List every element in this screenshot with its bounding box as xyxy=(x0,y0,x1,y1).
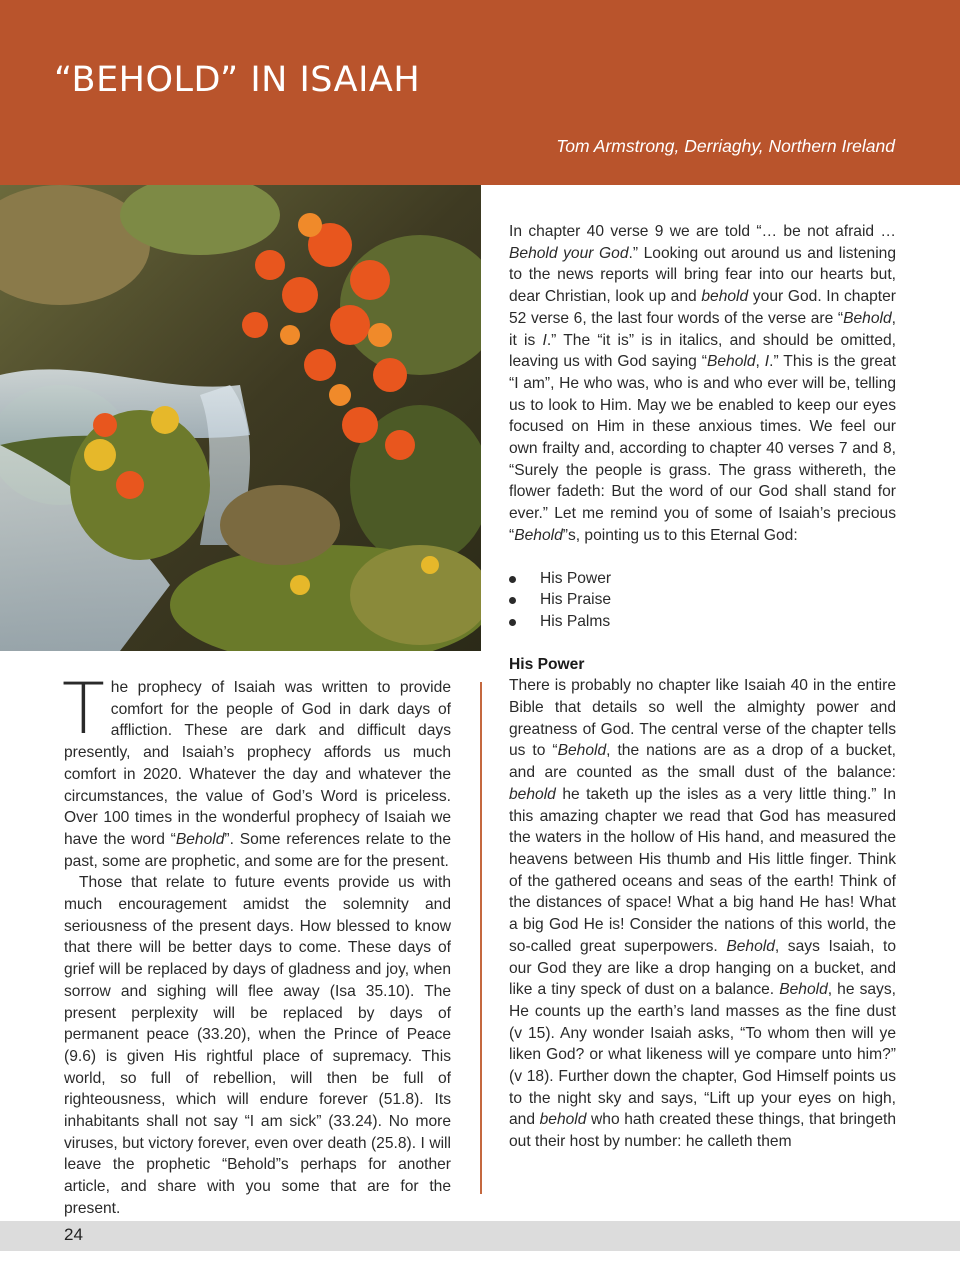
photo-illustration xyxy=(0,185,481,651)
author-byline: Tom Armstrong, Derriaghy, Northern Ireland xyxy=(556,136,895,156)
right-column xyxy=(509,221,896,1153)
topic-bullet-list xyxy=(509,568,896,633)
header-banner xyxy=(0,0,960,185)
bullet-item-power: His Power xyxy=(509,568,896,590)
waterfall-autumn-leaves-photo xyxy=(0,185,481,651)
left-column xyxy=(62,668,451,1220)
bullet-item-palms: His Palms xyxy=(509,611,896,633)
footer-bar xyxy=(0,1221,960,1251)
intro-paragraph: The prophecy of Isaiah was written to provide comfort for the people of God in dark days of affliction. These are dark and difficult days presently, and Isaiah’s prophecy affords us much comfort in 2020. Whatever the day and whatever the circumstances, the value of God’s Word is priceless. Over 100 times in the wonderful prophecy of Isaiah we have the word “Behold”. Some references relate to the past, some are prophetic, and some are for the present. xyxy=(62,668,451,870)
his-power-paragraph: There is probably no chapter like Isaiah 40 in the entire Bible that details so well the almighty power and greatness of God. The central verse of the chapter tells us to “Behold, the nations are as a drop of a bucket, and are counted as the small dust of the balance: behold he taketh up the isles as a very little thing.” In this amazing chapter we read that God has measured the waters in the hollow of His hand, and measured the heavens between His thumb and His little finger. Think of the gathered oceans and seas of the earth! Think of the distances of space! What a big hand He has! What a big God He is! Consider the nations of this world, the so-called great superpowers. Behold, says Isaiah, to our God they are like a drop hanging on a bucket, and like a tiny speck of dust on a balance. Behold, he says, He counts up the earth’s land masses as the fine dust (v 15). Any wonder Isaiah asks, “To whom then will ye liken God? or what likeness will ye compare unto him?” (v 18). Further down the chapter, God Himself points us to the night sky and says, “Lift up your eyes on high, and behold who hath created these things, that bringeth out their host by number: he calleth them xyxy=(509,677,896,1151)
page-number: 24 xyxy=(64,1225,83,1244)
bullet-item-praise: His Praise xyxy=(509,589,896,611)
body-paragraph-2: Those that relate to future events provide us with much encouragement amidst the solemnity and seriousness of the present days. How blessed to know that there will be better days to come. These days of grief will be replaced by days of gladness and joy, when sorrow and sighing will flee away (Isa 35.10). The present perplexity will be replaced by days of permanent peace (33.20), when the Prince of Peace (9.6) is given His rightful place of supremacy. This world, so full of rebellion, will then be full of righteousness, which will endure forever (51.8). Its inhabitants shall not say “I am sick” (33.24). No more viruses, but victory forever, even over death (25.8). I will leave the prophetic “Behold”s perhaps for another article, and share with you some that are for the present. xyxy=(64,874,451,1217)
section-heading-his-power: His Power xyxy=(509,655,585,673)
drop-cap: T xyxy=(62,668,105,750)
right-intro-paragraph: In chapter 40 verse 9 we are told “… be not afraid … Behold your God.” Looking out around us and listening to the news reports will bring fear into our hearts but, dear Christian, look up and behold your God. In chapter 52 verse 6, the last four words of the verse are “Behold, it is I.” The “it is” is in italics, and should be omitted, leaving us with God saying “Behold, I.” This is the great “I am”, He who was, who is and who ever will be, telling us to look to Him. May we be enabled to keep our eyes focused on Him in these anxious times. We feel our own frailty and, according to chapter 40 verses 7 and 8, “Surely the people is grass. The grass withereth, the flower fadeth: But the word of our God shall stand for ever.” Let me remind you of some of Isaiah’s precious “Behold”s, pointing us to this Eternal God: xyxy=(509,223,897,544)
column-divider xyxy=(480,682,482,1194)
article-title: “BEHOLD” IN ISAIAH xyxy=(54,60,421,100)
